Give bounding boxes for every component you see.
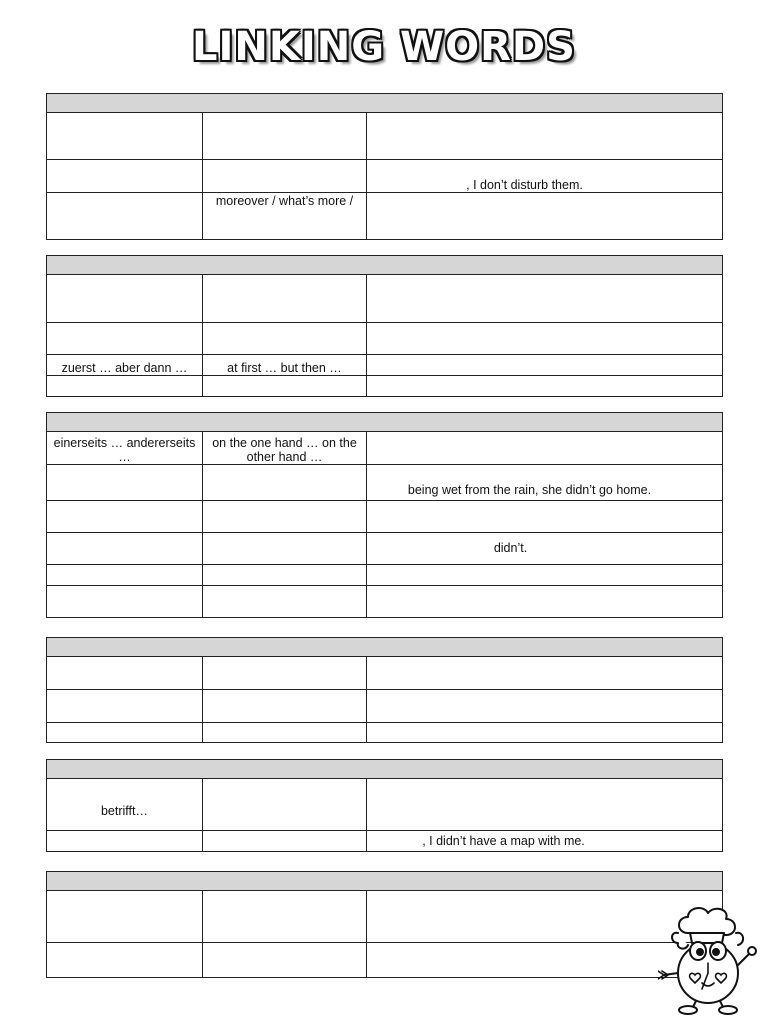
example-cell[interactable] xyxy=(367,432,723,465)
example-cell[interactable] xyxy=(367,657,723,690)
german-cell[interactable] xyxy=(47,465,203,501)
page-title: LINKING WORDS xyxy=(192,24,576,70)
example-cell[interactable]: , I didn’t have a map with me. xyxy=(367,831,723,852)
example-cell[interactable] xyxy=(367,586,723,618)
english-cell[interactable] xyxy=(203,943,367,978)
english-cell[interactable] xyxy=(203,465,367,501)
table-row xyxy=(47,565,723,586)
german-cell[interactable] xyxy=(47,831,203,852)
example-cell[interactable] xyxy=(367,355,723,376)
english-cell[interactable] xyxy=(203,891,367,943)
example-cell[interactable] xyxy=(367,501,723,533)
german-cell[interactable] xyxy=(47,891,203,943)
table-row xyxy=(47,376,723,397)
section-header xyxy=(46,759,723,779)
german-cell[interactable] xyxy=(47,501,203,533)
section-5 xyxy=(46,759,723,852)
example-cell[interactable] xyxy=(367,113,723,160)
table-row xyxy=(47,891,723,943)
table-row xyxy=(47,501,723,533)
clock-mascot-illustration xyxy=(658,903,758,1015)
table-row xyxy=(47,779,723,831)
english-cell[interactable] xyxy=(203,657,367,690)
section-table xyxy=(46,890,723,978)
table-row xyxy=(47,690,723,723)
example-cell[interactable] xyxy=(367,193,723,240)
table-row xyxy=(47,657,723,690)
english-cell[interactable] xyxy=(203,113,367,160)
table-row xyxy=(47,323,723,355)
section-header xyxy=(46,412,723,432)
section-table xyxy=(46,778,723,852)
example-cell[interactable]: , I don’t disturb them. xyxy=(367,160,723,193)
german-cell[interactable] xyxy=(47,193,203,240)
english-cell[interactable]: at first … but then … xyxy=(203,355,367,376)
section-table xyxy=(46,112,723,240)
german-cell[interactable] xyxy=(47,586,203,618)
section-2 xyxy=(46,255,723,397)
table-row xyxy=(47,831,723,852)
table-row xyxy=(47,160,723,193)
english-cell[interactable] xyxy=(203,779,367,831)
section-3 xyxy=(46,412,723,618)
table-row xyxy=(47,113,723,160)
section-header xyxy=(46,637,723,657)
example-cell[interactable] xyxy=(367,275,723,323)
english-cell[interactable] xyxy=(203,831,367,852)
english-cell[interactable] xyxy=(203,533,367,565)
table-row xyxy=(47,432,723,465)
german-cell[interactable] xyxy=(47,533,203,565)
german-cell[interactable] xyxy=(47,657,203,690)
english-cell[interactable] xyxy=(203,565,367,586)
table-row xyxy=(47,723,723,743)
german-cell[interactable]: einerseits … andererseits … xyxy=(47,432,203,465)
german-cell[interactable] xyxy=(47,323,203,355)
english-cell[interactable] xyxy=(203,501,367,533)
german-cell[interactable] xyxy=(47,723,203,743)
german-cell[interactable] xyxy=(47,690,203,723)
table-row xyxy=(47,943,723,978)
german-cell[interactable] xyxy=(47,275,203,323)
english-cell[interactable] xyxy=(203,690,367,723)
german-cell[interactable] xyxy=(47,113,203,160)
table-row xyxy=(47,586,723,618)
german-cell[interactable]: betrifft… xyxy=(47,779,203,831)
english-cell[interactable]: moreover / what’s more / xyxy=(203,193,367,240)
german-cell[interactable] xyxy=(47,565,203,586)
english-cell[interactable] xyxy=(203,376,367,397)
table-row xyxy=(47,465,723,501)
english-cell[interactable] xyxy=(203,586,367,618)
table-row xyxy=(47,193,723,240)
section-4 xyxy=(46,637,723,743)
english-cell[interactable] xyxy=(203,323,367,355)
english-cell[interactable] xyxy=(203,275,367,323)
section-1 xyxy=(46,93,723,240)
english-cell[interactable] xyxy=(203,160,367,193)
german-cell[interactable] xyxy=(47,376,203,397)
german-cell[interactable] xyxy=(47,943,203,978)
english-cell[interactable] xyxy=(203,723,367,743)
example-cell[interactable] xyxy=(367,723,723,743)
section-table xyxy=(46,274,723,397)
section-header xyxy=(46,255,723,275)
section-header xyxy=(46,93,723,113)
english-cell[interactable]: on the one hand … on the other hand … xyxy=(203,432,367,465)
example-cell[interactable] xyxy=(367,565,723,586)
example-cell[interactable] xyxy=(367,779,723,831)
section-table xyxy=(46,656,723,743)
section-6 xyxy=(46,871,723,978)
example-cell[interactable]: didn’t. xyxy=(367,533,723,565)
german-cell[interactable] xyxy=(47,160,203,193)
section-table xyxy=(46,431,723,618)
example-cell[interactable] xyxy=(367,323,723,355)
example-cell[interactable] xyxy=(367,690,723,723)
table-row xyxy=(47,533,723,565)
german-cell[interactable]: zuerst … aber dann … xyxy=(47,355,203,376)
section-header xyxy=(46,871,723,891)
table-row xyxy=(47,355,723,376)
example-cell[interactable]: being wet from the rain, she didn’t go home. xyxy=(367,465,723,501)
table-row xyxy=(47,275,723,323)
example-cell[interactable] xyxy=(367,376,723,397)
